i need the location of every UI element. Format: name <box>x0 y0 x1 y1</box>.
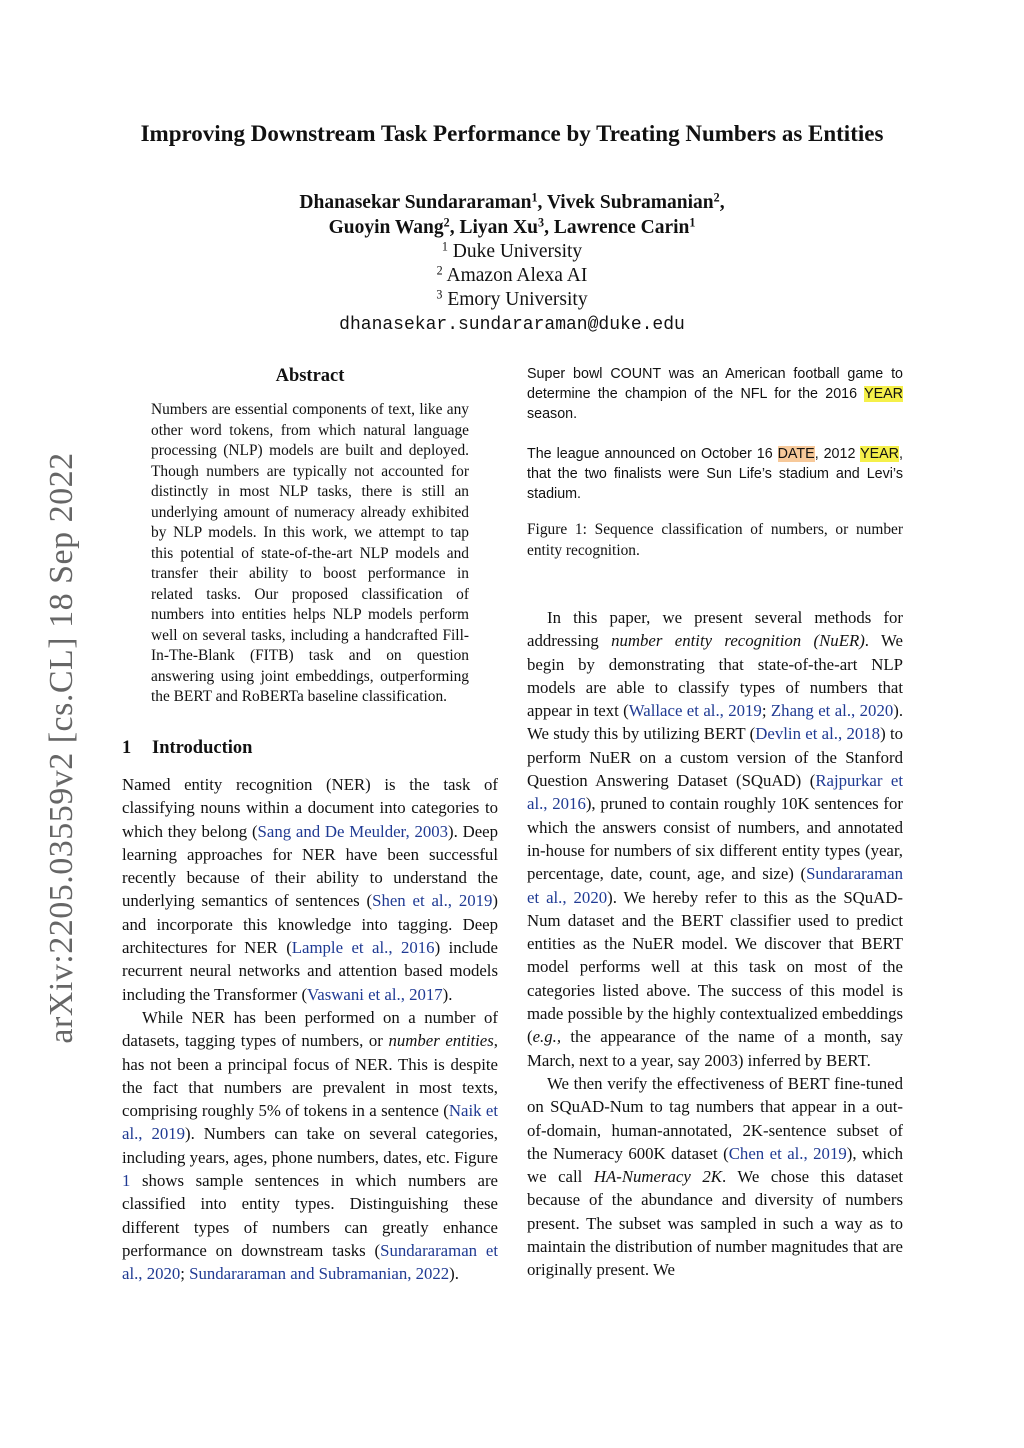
affiliation: $^3$ Emory University <box>436 287 588 310</box>
entity-tag-date: DATE <box>777 446 815 462</box>
citation-link[interactable]: Shen et al., 2019 <box>372 891 493 911</box>
author-name: Liyan Xu <box>459 217 539 238</box>
citation-link[interactable]: Sundararaman and Subramanian, 2022 <box>189 1264 450 1284</box>
paragraph: Named entity recognition (NER) is the task of classifying nouns within a document into categories to which they belong (Sang and De Meulder, 2003). Deep learning approaches for NER have been successful recently because of their ability to understand the underlying semantics of sentences (Shen et al., 2019) and incorporate this knowledge into tagging. Deep architectures for NER (Lample et al., 2016) include recurrent neural networks and attention based models including the Transformer (Vaswani et al., 2017). <box>122 775 498 1004</box>
author-affiliation-mark: 1 <box>689 215 696 230</box>
section-heading <box>122 738 252 759</box>
citation-link[interactable]: Rajpurkar et al., 2016 <box>527 771 903 814</box>
paragraph: In this paper, we present several methods for addressing number entity recognition (NuER). We begin by demonstrating that state-of-the-art NLP models are able to classify types of numbers that appear in text (Wallace et al., 2019; Zhang et al., 2020). We study this by utilizing BERT (Devlin et al., 2018) to perform NuER on a custom version of the Stanford Question Answering Dataset (SQuAD) (Rajpurkar et al., 2016), pruned to contain roughly 10K sentences for which the answers consist of numbers, and annotated in-house for numbers of six different entity types (year, percentage, date, count, age, and size) (Sundararaman et al., 2020). We hereby refer to this as the SQuAD-Num dataset and the BERT classifier used to predict entities as the NuER model. We discover that BERT model performs well at this task on most of the categories listed above. The success of this model is made possible by the highly contextualized embeddings (e.g., the appearance of the name of a month, say March, next to a year, say 2003) inferred by BERT. <box>527 608 904 1070</box>
citation-link[interactable]: Sundararaman et al., 2020 <box>122 1240 498 1284</box>
figure-caption: Figure 1: Sequence classification of numbers, or number entity recognition. <box>527 521 903 559</box>
author-name: Lawrence Carin <box>553 217 690 238</box>
paper-title: Improving Downstream Task Performance by Treating Numbers as Entities <box>140 121 884 146</box>
citation-link[interactable]: Chen et al., 2019 <box>728 1143 847 1163</box>
author-name: Guoyin Wang <box>328 217 444 238</box>
affiliation-list <box>130 240 894 312</box>
citation-link[interactable]: Lample et al., 2016 <box>291 938 435 958</box>
citation-link[interactable]: Zhang et al., 2020 <box>770 701 894 721</box>
arxiv-id: arXiv:2205.03559v2 [cs.CL] 18 Sep 2022 <box>43 452 80 1044</box>
citation-link[interactable]: Vaswani et al., 2017 <box>307 984 443 1004</box>
affiliation: $^2$ Amazon Alexa AI <box>436 263 588 286</box>
section-title: Introduction <box>152 738 253 758</box>
right-column <box>527 606 903 1282</box>
author-affiliation-mark: 3 <box>538 215 545 230</box>
citation-link[interactable]: Sundararaman et al., 2020 <box>527 864 903 907</box>
citation-link[interactable]: Wallace et al., 2019 <box>628 701 762 721</box>
left-column <box>122 773 498 1286</box>
author-email[interactable]: dhanasekar.sundararaman@duke.edu <box>339 315 685 335</box>
entity-tag-year: YEAR <box>860 446 900 462</box>
entity-tag-year: YEAR <box>864 386 903 402</box>
figure-example-sentence: Super bowl COUNT was an American football game to determine the champion of the NFL for the 2016 YEAR season. <box>527 366 903 422</box>
abstract-body: Numbers are essential components of text, like any other word tokens, from which natural language processing (NLP) models are built and deployed. Though numbers are typically not accounted for distinctly in most NLP tasks, there is still an underlying amount of numeracy already exhibited by NLP models. In this work, we attempt to tap this potential of state-of-the-art NLP models and transfer their ability to boost performance in related tasks. Our proposed classification of numbers into entities helps NLP models perform well on several tasks, including a handcrafted Fill-In-The-Blank (FITB) task and on question answering using joint embeddings, outperforming the BERT and RoBERTa baseline classification. <box>151 401 469 705</box>
section-number: 1 <box>122 738 132 758</box>
citation-link[interactable]: Sang and De Meulder, 2003 <box>257 821 449 841</box>
author-affiliation-mark: 2 <box>713 190 720 205</box>
figure-1-examples <box>527 364 903 504</box>
figure-reference-link[interactable]: 1 <box>122 1171 131 1191</box>
author-affiliation-mark: 1 <box>531 190 538 205</box>
paragraph: While NER has been performed on a number of datasets, tagging types of numbers, or number entities, has not been a principal focus of NER. This is despite the fact that numbers are prevalent in most texts, comprising roughly 5% of tokens in a sentence (Naik et al., 2019). Numbers can take on several categories, including years, ages, phone numbers, dates, etc. Figure 1 shows sample sentences in which numbers are classified into entity types. Distinguishing these different types of numbers can greatly enhance performance on downstream tasks (Sundararaman et al., 2020; Sundararaman and Subramanian, 2022). <box>122 1007 498 1284</box>
author-affiliation-mark: 2 <box>443 215 450 230</box>
figure-example-sentence: The league announced on October 16 DATE, 2012 YEAR, that the two finalists were Sun Life’s stadium and Levi’s stadium. <box>527 446 903 502</box>
author-name: Dhanasekar Sundararaman <box>299 192 532 213</box>
author-list: Dhanasekar Sundararaman$^1$, Vivek Subramanian$^2$, Guoyin Wang$^2$, Liyan Xu$^3$, Lawrence Carin$^1$ <box>299 190 725 238</box>
affiliation: $^1$ Duke University <box>441 239 583 262</box>
author-name: Vivek Subramanian <box>546 192 714 213</box>
abstract-heading: Abstract <box>275 366 345 386</box>
paragraph: We then verify the effectiveness of BERT fine-tuned on SQuAD-Num to tag numbers that appear in a out-of-domain, human-annotated, 2K-sentence subset of the Numeracy 600K dataset (Chen et al., 2019), which we call HA-Numeracy 2K. We chose this dataset because of the abundance and diversity of numbers present. The subset was sampled in such a way as to maintain the distribution of number magnitudes that are originally present. We <box>527 1073 903 1280</box>
citation-link[interactable]: Naik et al., 2019 <box>122 1101 498 1144</box>
citation-link[interactable]: Devlin et al., 2018 <box>755 724 881 744</box>
